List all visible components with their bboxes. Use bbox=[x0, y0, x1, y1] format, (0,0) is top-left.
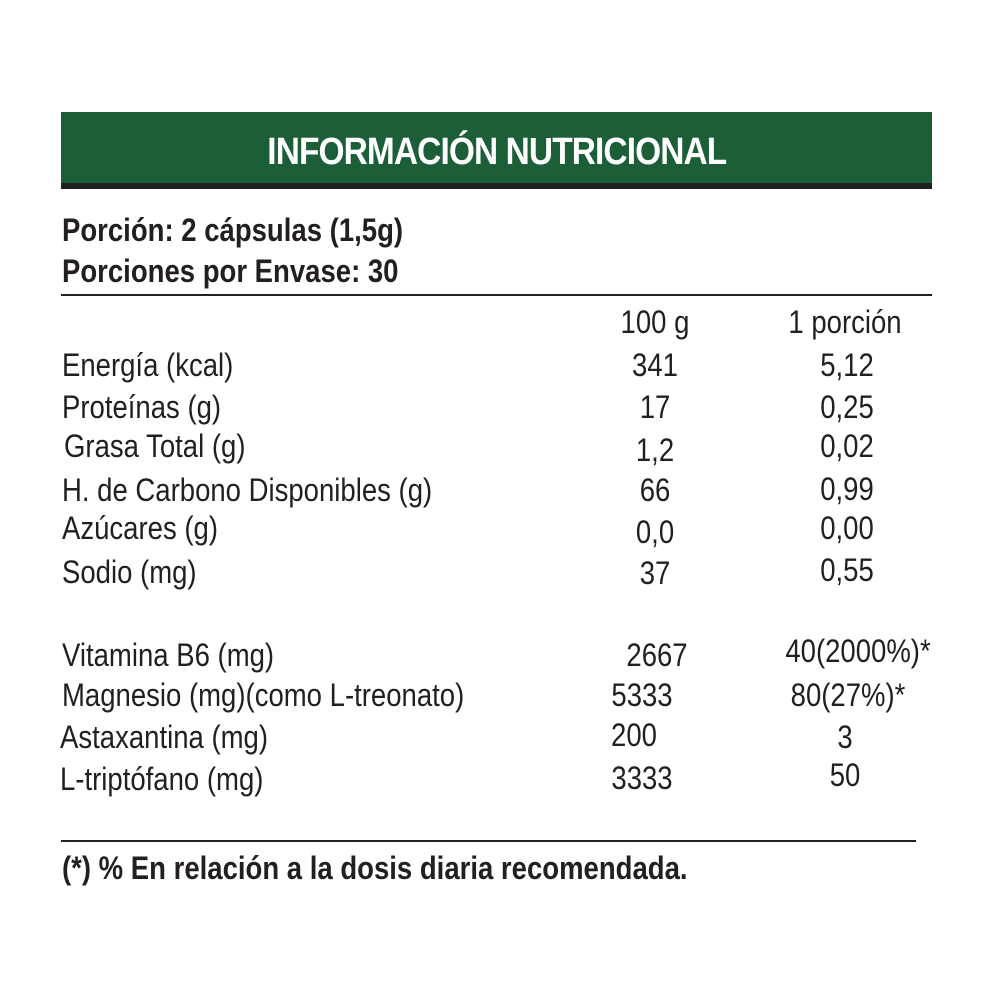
label-title: INFORMACIÓN NUTRICIONAL bbox=[266, 131, 727, 173]
nutrient-value-portion: 5,12 bbox=[820, 347, 874, 383]
nutrient-value-100g: 1,2 bbox=[635, 432, 675, 468]
supplement-value-100g: 5333 bbox=[611, 677, 673, 713]
supplement-name: Astaxantina (mg) bbox=[60, 719, 269, 755]
supplement-name: L-triptófano (mg) bbox=[60, 761, 264, 797]
nutrient-value-100g: 341 bbox=[632, 347, 678, 383]
column-header-portion: 1 porción bbox=[788, 304, 902, 340]
nutrient-name: Energía (kcal) bbox=[62, 347, 234, 383]
nutrient-value-portion: 0,00 bbox=[820, 510, 874, 546]
supplement-value-portion: 3 bbox=[837, 719, 853, 755]
supplement-value-portion: 50 bbox=[829, 757, 861, 793]
nutrient-name: Proteínas (g) bbox=[62, 389, 222, 425]
header-bar bbox=[61, 112, 932, 189]
serving-size: Porción: 2 cápsulas (1,5g) bbox=[62, 212, 404, 248]
supplement-value-100g: 200 bbox=[611, 717, 657, 753]
supplement-value-portion: 40(2000%)* bbox=[785, 633, 931, 669]
servings-per-container: Porciones por Envase: 30 bbox=[62, 253, 399, 289]
supplement-value-portion: 80(27%)* bbox=[790, 677, 906, 713]
nutrient-name: H. de Carbono Disponibles (g) bbox=[62, 472, 433, 508]
column-header-100g: 100 g bbox=[620, 304, 690, 340]
nutrient-value-portion: 0,55 bbox=[820, 552, 874, 588]
footnote: (*) % En relación a la dosis diaria recomendada. bbox=[62, 850, 688, 886]
nutrient-value-portion: 0,02 bbox=[820, 428, 874, 464]
nutrient-name: Sodio (mg) bbox=[62, 554, 197, 590]
nutrient-value-100g: 17 bbox=[639, 389, 671, 425]
supplement-name: Vitamina B6 (mg) bbox=[62, 637, 275, 673]
nutrient-value-portion: 0,99 bbox=[820, 471, 874, 507]
nutrient-name: Grasa Total (g) bbox=[64, 428, 246, 464]
divider-top bbox=[61, 294, 932, 296]
nutrient-value-100g: 0,0 bbox=[635, 514, 675, 550]
nutrient-value-100g: 66 bbox=[639, 472, 671, 508]
supplement-name: Magnesio (mg)(como L-treonato) bbox=[62, 677, 465, 713]
nutrient-name: Azúcares (g) bbox=[62, 510, 218, 546]
nutrient-value-portion: 0,25 bbox=[820, 389, 874, 425]
supplement-value-100g: 2667 bbox=[626, 637, 688, 673]
nutrient-value-100g: 37 bbox=[639, 555, 671, 591]
divider-bottom bbox=[61, 840, 916, 842]
supplement-value-100g: 3333 bbox=[611, 760, 673, 796]
